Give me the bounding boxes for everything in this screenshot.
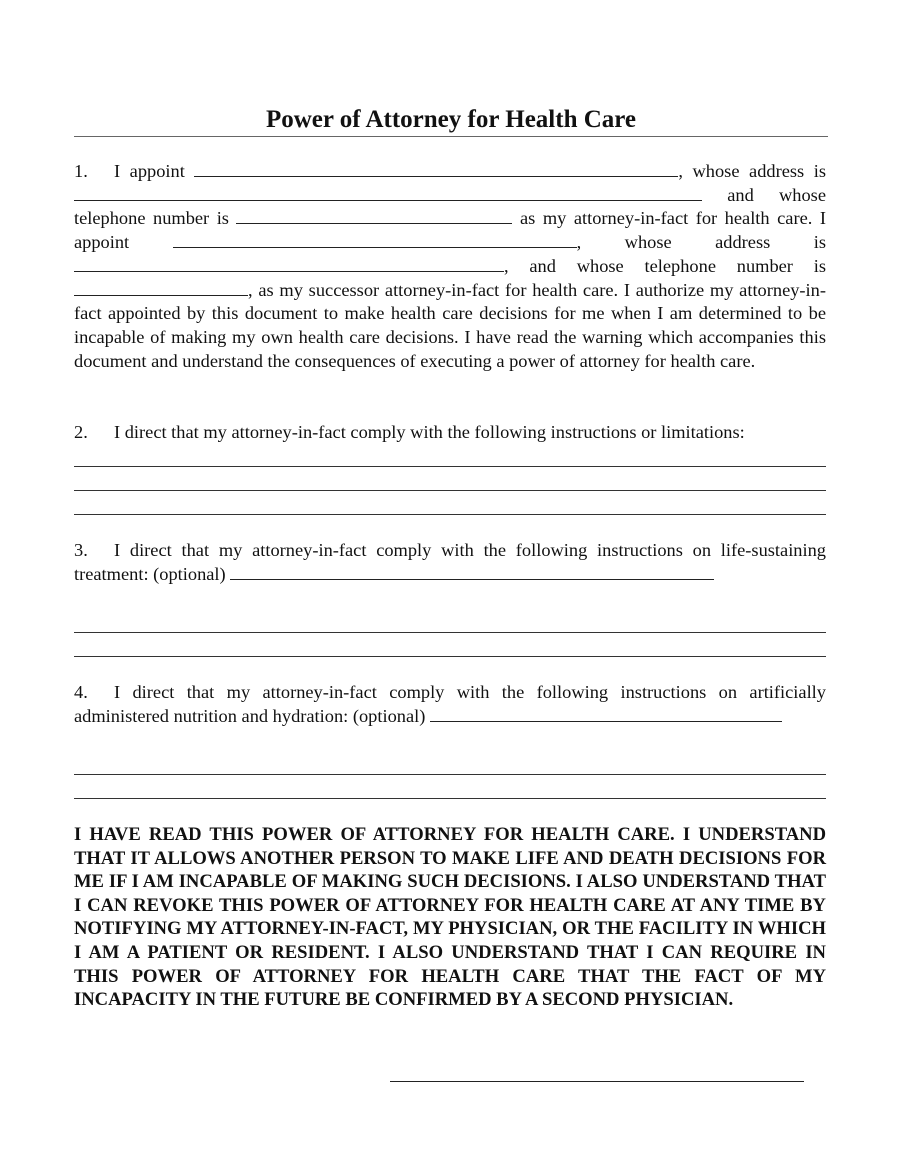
section-2-number: 2. (74, 422, 88, 442)
successor-name-blank[interactable] (173, 231, 577, 248)
section-1-text-authorize: , as my successor attorney-in-fact for health care. I authorize my attorney-in-fact appointed by this document to make health care decisions for me when I am determined to be incapable of making my own health care decisions. I have read the warning which accompanies this document and understand the consequences of executing a power of attorney for health care. (74, 279, 826, 371)
nutrition-line-1[interactable] (74, 774, 826, 775)
life-sustaining-blank[interactable] (230, 563, 714, 580)
successor-phone-blank[interactable] (74, 279, 248, 296)
successor-address-blank[interactable] (74, 255, 504, 272)
warning-statement: I HAVE READ THIS POWER OF ATTORNEY FOR HEALTH CARE. I UNDERSTAND THAT IT ALLOWS ANOTHER PERSON TO MAKE LIFE AND DEATH DECISIONS FOR ME IF I AM INCAPABLE OF MAKING SUCH DECISIONS. I ALSO UNDERSTAND THAT I CAN REVOKE THIS POWER OF ATTORNEY FOR HEALTH CARE AT ANY TIME BY NOTIFYING MY ATTORNEY-IN-FACT, MY PHYSICIAN, OR THE FACILITY IN WHICH I AM A PATIENT OR RESIDENT. I ALSO UNDERSTAND THAT I CAN REQUIRE IN THIS POWER OF ATTORNEY FOR HEALTH CARE THAT THE FACT OF MY INCAPACITY IN THE FUTURE BE CONFIRMED BY A SECOND PHYSICIAN. (74, 824, 826, 1011)
attorney-phone-blank[interactable] (236, 207, 512, 224)
section-1-number: 1. (74, 161, 88, 181)
instructions-line-3[interactable] (74, 514, 826, 515)
instructions-line-2[interactable] (74, 490, 826, 491)
section-1-text-successor-phone: , and whose telephone number is (504, 255, 826, 276)
section-2-text: I direct that my attorney-in-fact comply with the following instructions or limitations: (114, 422, 745, 442)
section-4 (74, 681, 826, 728)
life-sustaining-line-2[interactable] (74, 656, 826, 657)
title-block (74, 104, 828, 137)
section-2 (74, 421, 826, 445)
section-3-number: 3. (74, 540, 88, 560)
nutrition-blank[interactable] (430, 705, 782, 722)
section-4-number: 4. (74, 682, 88, 702)
instructions-line-1[interactable] (74, 466, 826, 467)
section-1-text-successor-address: , whose address is (576, 232, 826, 253)
attorney-name-blank[interactable] (194, 160, 678, 177)
section-3 (74, 539, 826, 586)
section-4-text: I direct that my attorney-in-fact comply with the following instructions on artificially administered nutrition and hydration: (optional) (74, 682, 826, 726)
document-title: Power of Attorney for Health Care (265, 106, 637, 133)
section-1-text-phone: and whose telephone number is (74, 184, 826, 229)
life-sustaining-line-1[interactable] (74, 632, 826, 633)
attorney-address-blank[interactable] (74, 184, 702, 201)
section-3-text: I direct that my attorney-in-fact comply with the following instructions on life-sustaining treatment: (optional) (74, 540, 826, 584)
section-1-text-appoint: I appoint (114, 161, 185, 181)
signature-line[interactable] (390, 1081, 804, 1082)
section-1-text-appoint-successor: as my attorney-in-fact for health care. I appoint (74, 208, 826, 253)
section-1-text-address: , whose address is (678, 161, 826, 181)
section-1 (74, 160, 826, 373)
nutrition-line-2[interactable] (74, 798, 826, 799)
